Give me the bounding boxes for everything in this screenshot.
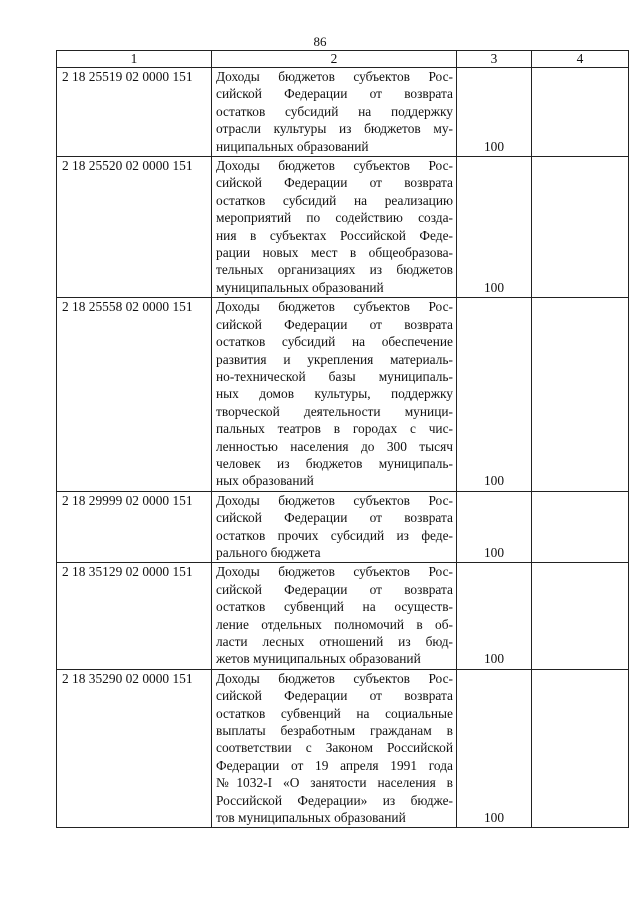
description-line: сийской Федерации от возврата: [216, 86, 453, 102]
description-line: сийской Федерации от возврата: [216, 510, 453, 526]
amount-cell: 100: [457, 157, 532, 298]
amount-cell: 100: [457, 491, 532, 563]
description-line: остатков прочих субсидий из феде-: [216, 527, 453, 543]
amount-cell: 100: [457, 298, 532, 491]
description-line: тов муниципальных образований: [216, 810, 406, 826]
budget-code-cell: 2 18 29999 02 0000 151: [57, 491, 212, 563]
column-4-cell: [532, 491, 629, 563]
table-row: [57, 563, 629, 669]
description-line: остатков субсидий на обеспечение: [216, 334, 453, 350]
description-line: ление отдельных полномочий в об-: [216, 616, 453, 632]
table-row: [57, 68, 629, 157]
description-line: муниципальных образований: [216, 279, 384, 295]
description-line: сийской Федерации от возврата: [216, 316, 453, 332]
column-4-cell: [532, 669, 629, 828]
column-header-3: 3: [457, 51, 532, 68]
budget-revenue-table: [56, 50, 629, 828]
description-line: Доходы бюджетов субъектов Рос-: [216, 564, 453, 580]
table-row: [57, 669, 629, 828]
description-line: пальных театров в городах с чис-: [216, 421, 453, 437]
column-4-cell: [532, 298, 629, 491]
table-row: [57, 157, 629, 298]
description-line: ния в субъектах Российской Феде-: [216, 227, 453, 243]
description-line: ленностью населения до 300 тысяч: [216, 438, 453, 454]
description-line: ласти лесных отношений из бюд-: [216, 634, 453, 649]
amount-cell: 100: [457, 563, 532, 669]
budget-code-cell: 2 18 25558 02 0000 151: [57, 298, 212, 491]
description-line: остатков субвенций на социальные: [216, 705, 453, 721]
description-line: Доходы бюджетов субъектов Рос-: [216, 670, 453, 686]
description-line: остатков субсидий на реализацию: [216, 192, 453, 208]
table-row: [57, 298, 629, 491]
description-line: отрасли культуры из бюджетов му-: [216, 121, 453, 137]
description-line: сийской Федерации от возврата: [216, 581, 453, 597]
description-line: ных домов культуры, поддержку: [216, 386, 453, 402]
description-line: остатков субвенций на осуществ-: [216, 599, 453, 615]
description-line: рального бюджета: [216, 544, 321, 560]
description-line: тельных организациях из бюджетов: [216, 262, 453, 278]
description-line: Доходы бюджетов субъектов Рос-: [216, 299, 453, 315]
table-body: [57, 68, 629, 828]
description-line: ниципальных образований: [216, 138, 369, 154]
description-line: ных образований: [216, 473, 314, 489]
description-cell: [212, 563, 457, 669]
description-line: творческой деятельности муници-: [216, 403, 453, 419]
budget-code-cell: 2 18 35129 02 0000 151: [57, 563, 212, 669]
column-header-1: 1: [57, 51, 212, 68]
description-cell: [212, 68, 457, 157]
column-header-4: 4: [532, 51, 629, 68]
description-line: человек из бюджетов муниципаль-: [216, 455, 453, 471]
description-line: выплаты безработным гражданам в: [216, 723, 453, 739]
description-line: жетов муниципальных образований: [216, 651, 421, 667]
description-line: Федерации от 19 апреля 1991 года: [216, 757, 453, 773]
description-line: остатков субсидий на поддержку: [216, 103, 453, 119]
column-4-cell: [532, 68, 629, 157]
page-number: 86: [313, 34, 327, 49]
description-line: рации новых мест в общеобразова-: [216, 245, 453, 261]
amount-cell: 100: [457, 68, 532, 157]
table-row: [57, 491, 629, 563]
description-cell: [212, 298, 457, 491]
description-line: Доходы бюджетов субъектов Рос-: [216, 492, 453, 508]
description-cell: [212, 157, 457, 298]
description-line: сийской Федерации от возврата: [216, 175, 453, 191]
column-header-2: 2: [212, 51, 457, 68]
description-line: №1032-I «О занятости населения в: [216, 775, 453, 791]
column-4-cell: [532, 157, 629, 298]
description-cell: [212, 669, 457, 828]
description-line: Доходы бюджетов субъектов Рос-: [216, 69, 453, 84]
column-4-cell: [532, 563, 629, 669]
amount-cell: 100: [457, 669, 532, 828]
budget-code-cell: 2 18 25520 02 0000 151: [57, 157, 212, 298]
budget-code-cell: 2 18 35290 02 0000 151: [57, 669, 212, 828]
description-line: Российской Федерации» из бюдже-: [216, 792, 453, 808]
description-line: развития и укрепления материаль-: [216, 351, 453, 367]
budget-code-cell: 2 18 25519 02 0000 151: [57, 68, 212, 157]
description-line: Доходы бюджетов субъектов Рос-: [216, 158, 453, 174]
description-line: но-технической базы муниципаль-: [216, 368, 453, 384]
description-line: мероприятий по содействию созда-: [216, 210, 453, 226]
description-line: сийской Федерации от возврата: [216, 688, 453, 704]
description-line: соответствии с Законом Российской: [216, 740, 453, 756]
table-header-row: [57, 51, 629, 68]
description-cell: [212, 491, 457, 563]
